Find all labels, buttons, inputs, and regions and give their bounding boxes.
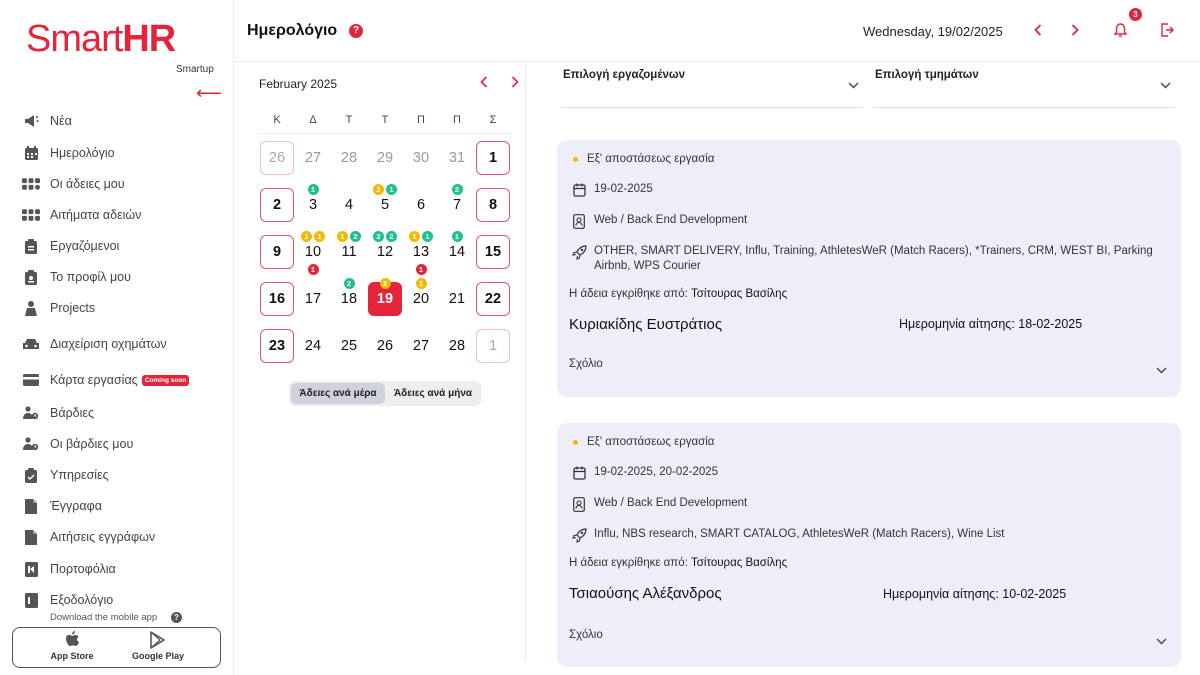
- projects-row: [571, 244, 1154, 274]
- sidebar-nav: [0, 106, 233, 608]
- department-select[interactable]: [873, 62, 1175, 108]
- view-per-day-button[interactable]: Άδειες ανά μέρα: [291, 383, 385, 404]
- shift-icon: [22, 436, 40, 452]
- calendar-day[interactable]: 1: [476, 141, 510, 175]
- leave-card: [557, 423, 1181, 667]
- leave-count-badge: 1: [386, 184, 397, 195]
- card-icon: [22, 372, 40, 388]
- calendar-day[interactable]: 10: [304, 244, 322, 260]
- person-icon: [22, 300, 40, 316]
- department: Web / Back End Development: [594, 497, 748, 509]
- projects: OTHER, SMART DELIVERY, Influ, Training, AthletesWeR (Match Racers), *Trainers, CRM, WEST BI, Parking Airbnb, WPS Courier: [594, 245, 1153, 272]
- leave-count-badge: 1: [337, 231, 348, 242]
- projects-row: [571, 527, 1154, 543]
- leave-count-badge: 1: [452, 231, 463, 242]
- view-per-month-button[interactable]: Άδειες ανά μήνα: [393, 388, 473, 399]
- app-store-label: App Store: [50, 651, 94, 661]
- calendar-month-label: February 2025: [259, 77, 338, 91]
- employee-name: Κυριακίδης Ευστράτιος: [569, 316, 723, 333]
- sidebar-item-my-profile[interactable]: [0, 264, 233, 290]
- approver-name: Τσίτουρας Βασίλης: [691, 288, 788, 300]
- rocket-icon: [571, 527, 587, 543]
- sidebar-item-label: Βάρδιες: [50, 406, 95, 420]
- calendar-day[interactable]: 13: [412, 244, 430, 260]
- sidebar-item-label: Εργαζόμενοι: [50, 239, 120, 253]
- chevron-down-icon: [1156, 638, 1167, 645]
- current-date: Wednesday, 19/02/2025: [863, 24, 1003, 39]
- sidebar-item-shifts[interactable]: [0, 400, 233, 426]
- comment-expand-button[interactable]: [1156, 632, 1167, 650]
- calendar-day[interactable]: 14: [448, 244, 466, 260]
- leave-dates-row: [571, 465, 1154, 481]
- grid-icon: [22, 207, 40, 223]
- leave-count-badge: 1: [416, 264, 427, 275]
- employee-name: Τσιαούσης Αλέξανδρος: [569, 585, 722, 602]
- calendar-day[interactable]: 3: [308, 197, 318, 213]
- calendar-day-today[interactable]: 19: [368, 282, 402, 316]
- logo-hr: HR: [122, 18, 176, 60]
- calendar-day[interactable]: 29: [376, 150, 394, 166]
- sidebar-item-news[interactable]: [0, 108, 233, 134]
- next-month-button[interactable]: [511, 75, 519, 91]
- sidebar-item-label: Υπηρεσίες: [50, 468, 109, 482]
- calendar-day[interactable]: 24: [304, 338, 322, 354]
- leave-count-badge: 2: [344, 278, 355, 289]
- chevron-down-icon: [1160, 76, 1171, 94]
- sidebar-item-label: Νέα: [50, 114, 72, 128]
- leave-type: Εξ' αποστάσεως εργασία: [587, 153, 715, 165]
- leave-count-badge: 1: [416, 278, 427, 289]
- sidebar-item-label: Αιτήσεις εγγράφων: [50, 530, 156, 544]
- calendar-day[interactable]: 7: [452, 197, 462, 213]
- leave-count-badge: 2: [452, 184, 463, 195]
- calendar-day[interactable]: 31: [448, 150, 466, 166]
- approved-by-row: [569, 557, 787, 569]
- car-icon: [22, 336, 40, 352]
- google-play-button[interactable]: [123, 631, 193, 661]
- leave-type: Εξ' αποστάσεως εργασία: [587, 436, 715, 448]
- help-icon[interactable]: ?: [171, 612, 182, 623]
- calendar-day[interactable]: 11: [341, 244, 357, 260]
- calendar-divider: [258, 133, 512, 134]
- sidebar-item-label: Διαχείριση οχημάτων: [50, 337, 167, 351]
- employee-select[interactable]: [561, 62, 863, 108]
- projects: Influ, NBS research, SMART CATALOG, AthletesWeR (Match Racers), Wine List: [594, 528, 1005, 540]
- calendar-day[interactable]: 4: [344, 197, 354, 213]
- clipboard-icon: [22, 238, 40, 254]
- clipboard-icon: [22, 269, 40, 285]
- sidebar-item-label: Αιτήματα αδειών: [50, 208, 142, 222]
- logo-smart: Smart: [26, 18, 123, 60]
- calendar-day[interactable]: 12: [376, 244, 394, 260]
- calendar-day[interactable]: 9: [260, 235, 294, 269]
- weekday-label: Τ: [345, 114, 353, 126]
- wallet-icon: [22, 561, 40, 577]
- sidebar-item-label: Ημερολόγιο: [50, 146, 115, 160]
- coming-soon-badge: Coming soon: [142, 375, 190, 386]
- sidebar-item-work-card[interactable]: [0, 367, 233, 393]
- sidebar-item-my-leaves[interactable]: [0, 171, 233, 197]
- rocket-icon: [571, 244, 587, 260]
- sidebar-item-label: Το προφίλ μου: [50, 270, 131, 284]
- status-dot: [573, 440, 578, 445]
- sidebar: [0, 0, 234, 675]
- calendar-day[interactable]: 26: [260, 141, 294, 175]
- request-date: Ημερομηνία αίτησης: 10-02-2025: [883, 587, 1067, 601]
- calendar-day[interactable]: 8: [476, 188, 510, 222]
- calendar-day[interactable]: 2: [260, 188, 294, 222]
- leave-card: [557, 140, 1181, 397]
- calendar-day[interactable]: 23: [260, 329, 294, 363]
- leave-count-badge: 2: [350, 231, 361, 242]
- prev-day-button[interactable]: [1026, 18, 1050, 42]
- calendar-day[interactable]: 5: [380, 197, 390, 213]
- department: Web / Back End Development: [594, 214, 748, 226]
- leave-count-badge: 1: [409, 231, 420, 242]
- calendar-day[interactable]: 6: [416, 197, 426, 213]
- approver-name: Τσίτουρας Βασίλης: [691, 557, 788, 569]
- sidebar-item-documents[interactable]: [0, 493, 233, 519]
- clipboard-icon: [22, 467, 40, 483]
- collapse-arrow-icon[interactable]: ⟵: [196, 83, 222, 103]
- megaphone-icon: [22, 113, 40, 129]
- calendar-day[interactable]: 16: [260, 282, 294, 316]
- sidebar-item-label: Έγγραφα: [50, 499, 102, 513]
- calendar-icon: [22, 145, 40, 161]
- department-select-label: Επιλογή τμημάτων: [875, 69, 979, 81]
- help-icon[interactable]: ?: [349, 24, 363, 38]
- weekday-label: Π: [417, 114, 425, 126]
- sidebar-item-employees[interactable]: [0, 233, 233, 259]
- badge-icon: [571, 213, 587, 229]
- weekday-label: Δ: [309, 114, 317, 126]
- leave-count-badge: 2: [373, 184, 384, 195]
- leave-count-badge: 1: [301, 231, 312, 242]
- calendar-day[interactable]: 18: [340, 291, 358, 307]
- leave-count-badge: 1: [314, 231, 325, 242]
- app-store-button[interactable]: [37, 631, 107, 661]
- sidebar-item-leave-requests[interactable]: [0, 202, 233, 228]
- status-dot: [573, 157, 578, 162]
- calendar-day[interactable]: 25: [340, 338, 358, 354]
- sidebar-item-services[interactable]: [0, 462, 233, 488]
- leave-view-toggle: [289, 381, 481, 406]
- leave-count-badge: 2: [373, 231, 384, 242]
- download-app-text: Download the mobile app: [50, 612, 158, 623]
- calendar-day[interactable]: 26: [376, 338, 394, 354]
- sidebar-item-vehicles[interactable]: [0, 331, 233, 357]
- chevron-right-icon: [511, 76, 519, 88]
- logout-button[interactable]: [1155, 18, 1179, 42]
- calendar-day[interactable]: 21: [448, 291, 466, 307]
- notifications-button[interactable]: [1108, 18, 1132, 42]
- calendar-icon: [571, 182, 587, 198]
- wallet-icon: [22, 592, 40, 608]
- grid-icon: [22, 176, 40, 192]
- calendar-day[interactable]: 27: [412, 338, 430, 354]
- store-links: [12, 627, 221, 668]
- approved-by-label: Η άδεια εγκρίθηκε από:: [569, 557, 688, 569]
- weekday-label: Σ: [489, 114, 497, 126]
- calendar-day[interactable]: 28: [448, 338, 466, 354]
- sidebar-item-label: Οι άδειες μου: [50, 177, 125, 191]
- sidebar-item-document-requests[interactable]: [0, 524, 233, 550]
- chevron-left-icon: [1034, 24, 1042, 36]
- apple-icon: [64, 631, 80, 649]
- sidebar-item-calendar[interactable]: [0, 140, 233, 166]
- calendar-day[interactable]: 28: [340, 150, 358, 166]
- bell-icon: [1114, 23, 1127, 38]
- weekday-label: Τ: [381, 114, 389, 126]
- chevron-left-icon: [480, 76, 488, 88]
- weekday-label: Κ: [273, 114, 281, 126]
- next-day-button[interactable]: [1063, 18, 1087, 42]
- calendar-day[interactable]: 15: [476, 235, 510, 269]
- calendar-icon: [571, 465, 587, 481]
- sidebar-item-wallets[interactable]: [0, 556, 233, 582]
- calendar-panel: [234, 62, 526, 662]
- notification-count-badge: 3: [1129, 8, 1142, 21]
- approved-by-row: [569, 288, 787, 300]
- department-row: [571, 496, 1154, 512]
- employee-select-label: Επιλογή εργαζομένων: [563, 69, 686, 81]
- tagline: Smartup: [176, 64, 214, 75]
- calendar-day[interactable]: 20: [412, 291, 430, 307]
- comment-expand-button[interactable]: [1156, 361, 1167, 379]
- chevron-down-icon: [848, 76, 859, 94]
- shift-icon: [22, 405, 40, 421]
- calendar-day[interactable]: 1: [476, 329, 510, 363]
- sidebar-item-my-shifts[interactable]: [0, 431, 233, 457]
- sidebar-item-label: Εξοδολόγιο: [50, 593, 114, 607]
- comment-toggle-label: Σχόλιο: [569, 358, 603, 370]
- logout-icon: [1160, 23, 1174, 37]
- sidebar-item-expenses[interactable]: [0, 587, 233, 608]
- sidebar-item-label: Οι βάρδιες μου: [50, 437, 134, 451]
- sidebar-item-label: Κάρτα εργασίας: [50, 373, 138, 387]
- leave-dates: 19-02-2025: [594, 183, 653, 195]
- approved-by-label: Η άδεια εγκρίθηκε από:: [569, 288, 688, 300]
- prev-month-button[interactable]: [480, 75, 488, 91]
- chevron-down-icon: [1156, 367, 1167, 374]
- page-title: Ημερολόγιο: [247, 22, 338, 39]
- department-row: [571, 213, 1154, 229]
- sidebar-item-label: Projects: [50, 301, 96, 315]
- top-bar: [234, 0, 1200, 62]
- calendar-day[interactable]: 22: [476, 282, 510, 316]
- leave-count-badge: 2: [380, 278, 391, 289]
- google-play-icon: [150, 631, 166, 649]
- comment-toggle-label: Σχόλιο: [569, 629, 603, 641]
- weekday-label: Π: [453, 114, 461, 126]
- calendar-day[interactable]: 27: [304, 150, 322, 166]
- logo[interactable]: [26, 18, 175, 61]
- document-icon: [22, 498, 40, 514]
- leave-count-badge: 2: [386, 231, 397, 242]
- leave-count-badge: 1: [308, 184, 319, 195]
- sidebar-item-label: Πορτοφόλια: [50, 562, 116, 576]
- request-date: Ημερομηνία αίτησης: 18-02-2025: [899, 317, 1083, 331]
- leave-dates-row: [571, 182, 1154, 198]
- leave-dates: 19-02-2025, 20-02-2025: [594, 466, 719, 478]
- leave-count-badge: 1: [308, 264, 319, 275]
- calendar-day[interactable]: 17: [304, 291, 322, 307]
- sidebar-item-projects[interactable]: [0, 295, 233, 321]
- document-icon: [22, 529, 40, 545]
- google-play-label: Google Play: [131, 651, 184, 661]
- chevron-right-icon: [1071, 24, 1079, 36]
- badge-icon: [571, 496, 587, 512]
- leave-count-badge: 1: [422, 231, 433, 242]
- calendar-day[interactable]: 30: [412, 150, 430, 166]
